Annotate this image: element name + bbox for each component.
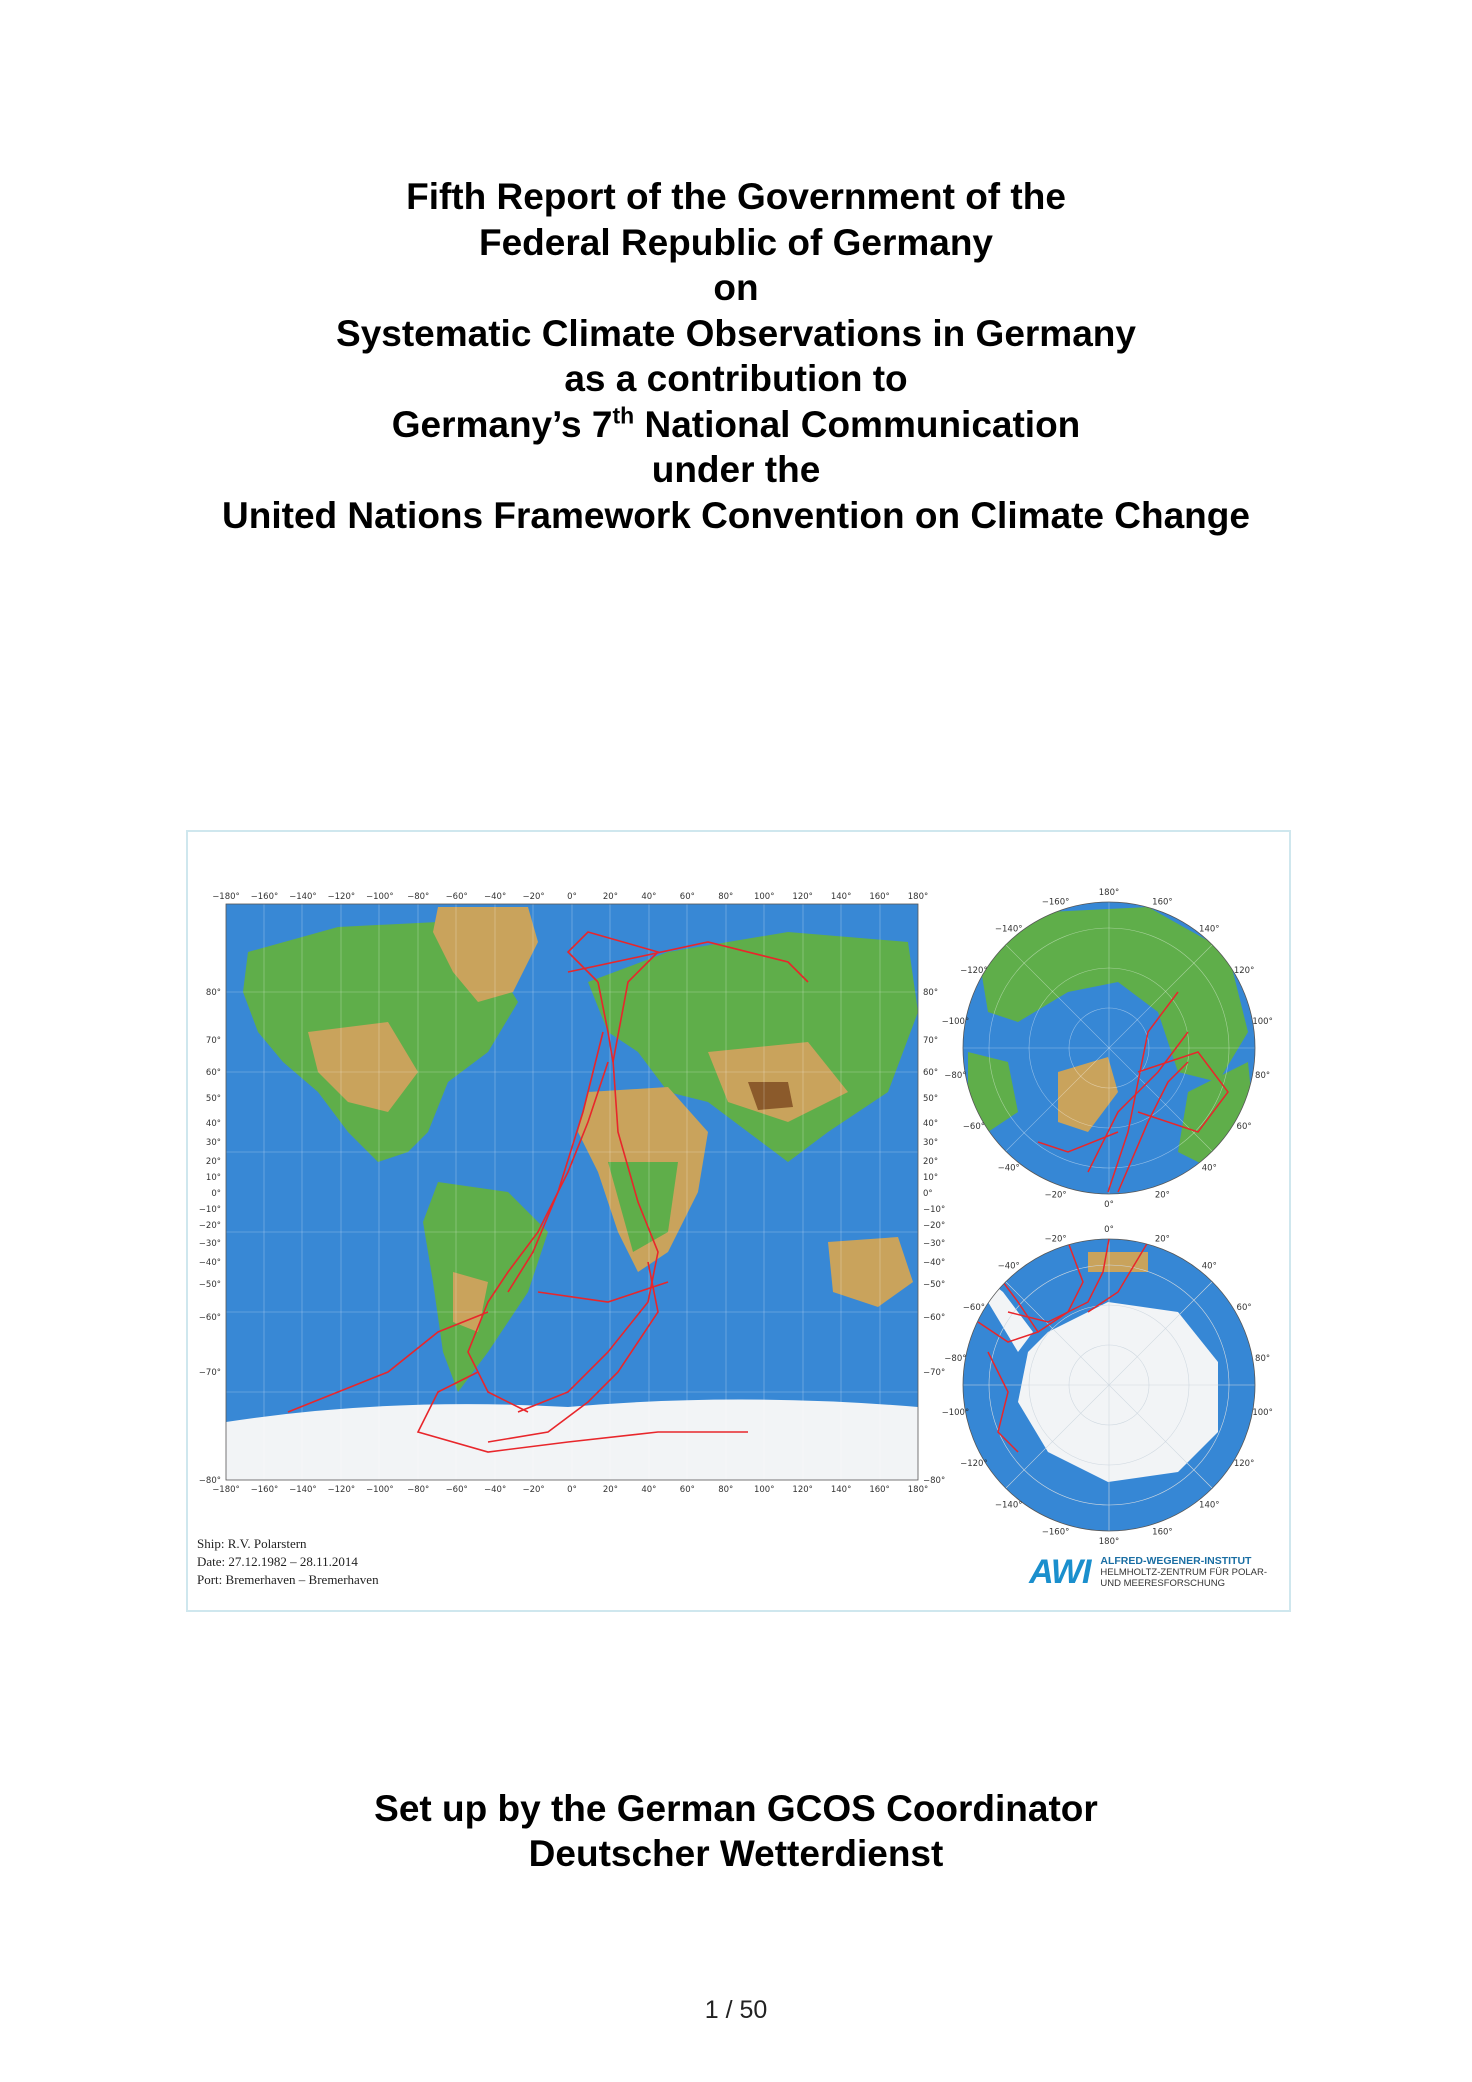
longitude-label: −180°: [212, 892, 240, 902]
arctic-polar-map: [963, 902, 1255, 1194]
arctic-longitude-label: 180°: [1098, 888, 1120, 898]
antarctic-longitude-label: 180°: [1098, 1537, 1120, 1547]
latitude-label: −80°: [198, 1476, 221, 1486]
longitude-label: −40°: [484, 892, 507, 902]
latitude-label: −70°: [198, 1368, 221, 1378]
longitude-label: 0°: [567, 1485, 577, 1495]
latitude-label: 40°: [923, 1119, 939, 1129]
arctic-longitude-label: 140°: [1199, 924, 1220, 935]
antarctic-longitude-label: −120°: [960, 1459, 988, 1469]
latitude-label: 30°: [923, 1138, 939, 1148]
latitude-label: −40°: [923, 1258, 946, 1268]
longitude-label: 160°: [869, 1485, 890, 1495]
setup-line: Deutscher Wetterdienst: [528, 1833, 944, 1874]
title-line: Systematic Climate Observations in Germany: [336, 312, 1136, 354]
latitude-label: 0°: [923, 1189, 933, 1199]
longitude-label: −80°: [407, 1485, 430, 1495]
title-superscript: th: [612, 402, 635, 429]
title-line: Federal Republic of Germany: [478, 221, 994, 263]
latitude-label: 70°: [923, 1036, 939, 1046]
awi-logo-text: [1100, 1556, 1267, 1589]
longitude-label: 120°: [792, 892, 813, 902]
awi-logo-line: HELMHOLTZ-ZENTRUM FÜR POLAR-: [1100, 1566, 1267, 1578]
longitude-label: −140°: [289, 892, 317, 902]
latitude-label: 50°: [205, 1094, 221, 1104]
longitude-label: −120°: [327, 1485, 356, 1495]
longitude-label: 140°: [830, 892, 852, 902]
longitude-label: 20°: [602, 892, 618, 902]
longitude-label: −180°: [212, 1485, 240, 1495]
arctic-longitude-label: 40°: [1201, 1163, 1217, 1174]
latitude-label: 10°: [923, 1173, 939, 1183]
antarctic-longitude-label: −160°: [1041, 1527, 1070, 1538]
arctic-longitude-label: 20°: [1154, 1190, 1170, 1201]
longitude-label: 40°: [641, 1485, 657, 1495]
longitude-label: 180°: [907, 1485, 929, 1495]
arctic-longitude-label: −160°: [1041, 897, 1070, 908]
longitude-label: −140°: [289, 1485, 317, 1495]
antarctic-longitude-label: 100°: [1252, 1408, 1273, 1419]
latitude-label: 10°: [205, 1173, 221, 1183]
antarctic-longitude-label: 60°: [1236, 1303, 1252, 1313]
cruise-track-map-figure: [186, 830, 1291, 1612]
page-number: 1 / 50: [704, 1996, 768, 2024]
antarctic-longitude-label: 120°: [1233, 1459, 1255, 1469]
arctic-longitude-label: −60°: [962, 1122, 986, 1132]
arctic-longitude-label: −20°: [1044, 1190, 1067, 1201]
latitude-label: −50°: [923, 1280, 946, 1290]
latitude-label: −20°: [923, 1221, 946, 1231]
latitude-label: 70°: [205, 1036, 221, 1046]
longitude-label: 60°: [679, 892, 695, 902]
awi-logo-line: ALFRED-WEGENER-INSTITUT: [1100, 1554, 1252, 1567]
antarctic-longitude-label: −140°: [994, 1500, 1023, 1511]
caption-port: Port: Bremerhaven – Bremerhaven: [197, 1572, 379, 1587]
latitude-label: −30°: [923, 1239, 946, 1249]
latitude-label: 0°: [211, 1189, 221, 1199]
antarctic-longitude-label: −20°: [1044, 1234, 1067, 1245]
longitude-label: −100°: [365, 1485, 394, 1495]
latitude-label: −40°: [198, 1258, 221, 1268]
title-line: Fifth Report of the Government of the: [406, 176, 1066, 217]
awi-logo: [1029, 1552, 1267, 1592]
arctic-longitude-label: −120°: [960, 966, 988, 976]
longitude-label: 0°: [567, 892, 577, 902]
antarctic-longitude-label: −100°: [941, 1408, 970, 1419]
title-line: United Nations Framework Convention on Climate Change: [222, 494, 1250, 536]
latitude-label: −60°: [923, 1313, 946, 1323]
arctic-longitude-label: 0°: [1104, 1200, 1114, 1210]
longitude-label: 20°: [602, 1485, 618, 1495]
latitude-label: −60°: [198, 1313, 221, 1323]
setup-line: Set up by the German GCOS Coordinator: [374, 1788, 1098, 1829]
world-map: [226, 904, 918, 1480]
title-line-part: National Communication: [634, 403, 1081, 445]
longitude-label: 40°: [641, 892, 657, 902]
awi-logo-line: UND MEERESFORSCHUNG: [1100, 1577, 1225, 1589]
arctic-longitude-label: 60°: [1236, 1122, 1252, 1132]
arctic-longitude-label: 120°: [1233, 966, 1255, 976]
antarctic-longitude-label: −80°: [944, 1353, 967, 1364]
longitude-label: −160°: [250, 892, 279, 902]
latitude-label: 20°: [205, 1157, 221, 1167]
longitude-label: 160°: [869, 892, 890, 902]
latitude-label: 30°: [205, 1138, 221, 1148]
antarctic-longitude-label: 160°: [1152, 1527, 1173, 1538]
antarctic-longitude-label: 40°: [1201, 1261, 1217, 1272]
antarctic-longitude-label: 0°: [1104, 1225, 1114, 1235]
antarctic-longitude-label: 80°: [1255, 1353, 1271, 1364]
latitude-label: −30°: [198, 1239, 221, 1249]
arctic-longitude-label: −80°: [944, 1071, 967, 1082]
title-line-part: Germany’s 7: [391, 403, 613, 445]
caption-ship: Ship: R.V. Polarstern: [197, 1536, 307, 1551]
latitude-label: 50°: [923, 1094, 939, 1104]
latitude-label: −70°: [923, 1368, 946, 1378]
longitude-labels-bottom: [212, 1485, 928, 1495]
latitude-label: −80°: [923, 1476, 946, 1486]
antarctic-longitude-label: −60°: [962, 1303, 986, 1313]
latitude-label: 20°: [923, 1157, 939, 1167]
arctic-longitude-label: 80°: [1255, 1071, 1271, 1082]
latitude-label: 60°: [205, 1068, 221, 1078]
arctic-longitude-label: −140°: [994, 924, 1023, 935]
latitude-label: 40°: [205, 1119, 221, 1129]
longitude-label: 80°: [718, 892, 734, 902]
longitude-label: −100°: [365, 892, 394, 902]
awi-logo-mark: AWI: [1029, 1552, 1091, 1591]
latitude-label: 80°: [923, 988, 939, 998]
longitude-label: −120°: [327, 892, 356, 902]
longitude-label: −40°: [484, 1485, 507, 1495]
latitude-labels-left: [199, 988, 221, 1486]
antarctic-longitude-label: −40°: [997, 1261, 1020, 1272]
latitude-label: −20°: [198, 1221, 221, 1231]
longitude-label: 100°: [753, 892, 775, 902]
arctic-longitude-label: −100°: [941, 1016, 970, 1027]
title-line: as a contribution to: [564, 358, 908, 399]
latitude-label: 80°: [205, 988, 221, 998]
longitude-label: 80°: [718, 1485, 734, 1495]
longitude-labels-top: [212, 892, 928, 902]
title-line: on: [713, 267, 759, 308]
arctic-longitude-label: 100°: [1252, 1016, 1273, 1027]
longitude-label: 60°: [679, 1485, 695, 1495]
longitude-label: 120°: [792, 1485, 813, 1495]
longitude-label: 140°: [830, 1485, 852, 1495]
report-title: [0, 174, 1472, 538]
latitude-label: 60°: [923, 1068, 939, 1078]
longitude-label: −160°: [250, 1485, 279, 1495]
longitude-label: −20°: [522, 1485, 545, 1495]
longitude-label: 180°: [907, 892, 929, 902]
antarctic-polar-map: [963, 1239, 1255, 1531]
caption-date: Date: 27.12.1982 – 28.11.2014: [197, 1554, 358, 1569]
latitude-label: −10°: [198, 1205, 221, 1215]
arctic-longitude-label: 160°: [1152, 897, 1173, 908]
antarctic-longitude-label: 20°: [1154, 1234, 1170, 1245]
longitude-label: −80°: [407, 892, 430, 902]
latitude-label: −50°: [198, 1280, 221, 1290]
longitude-label: −60°: [445, 892, 468, 902]
title-line: under the: [651, 449, 821, 490]
longitude-label: 100°: [753, 1485, 775, 1495]
latitude-label: −10°: [923, 1205, 946, 1215]
title-line: [0, 402, 1472, 448]
longitude-label: −20°: [522, 892, 545, 902]
antarctic-longitude-label: 140°: [1199, 1500, 1220, 1511]
cruise-track-map: [188, 832, 1291, 1612]
setup-block: [0, 1786, 1472, 1876]
longitude-label: −60°: [445, 1485, 468, 1495]
arctic-longitude-label: −40°: [997, 1163, 1020, 1174]
